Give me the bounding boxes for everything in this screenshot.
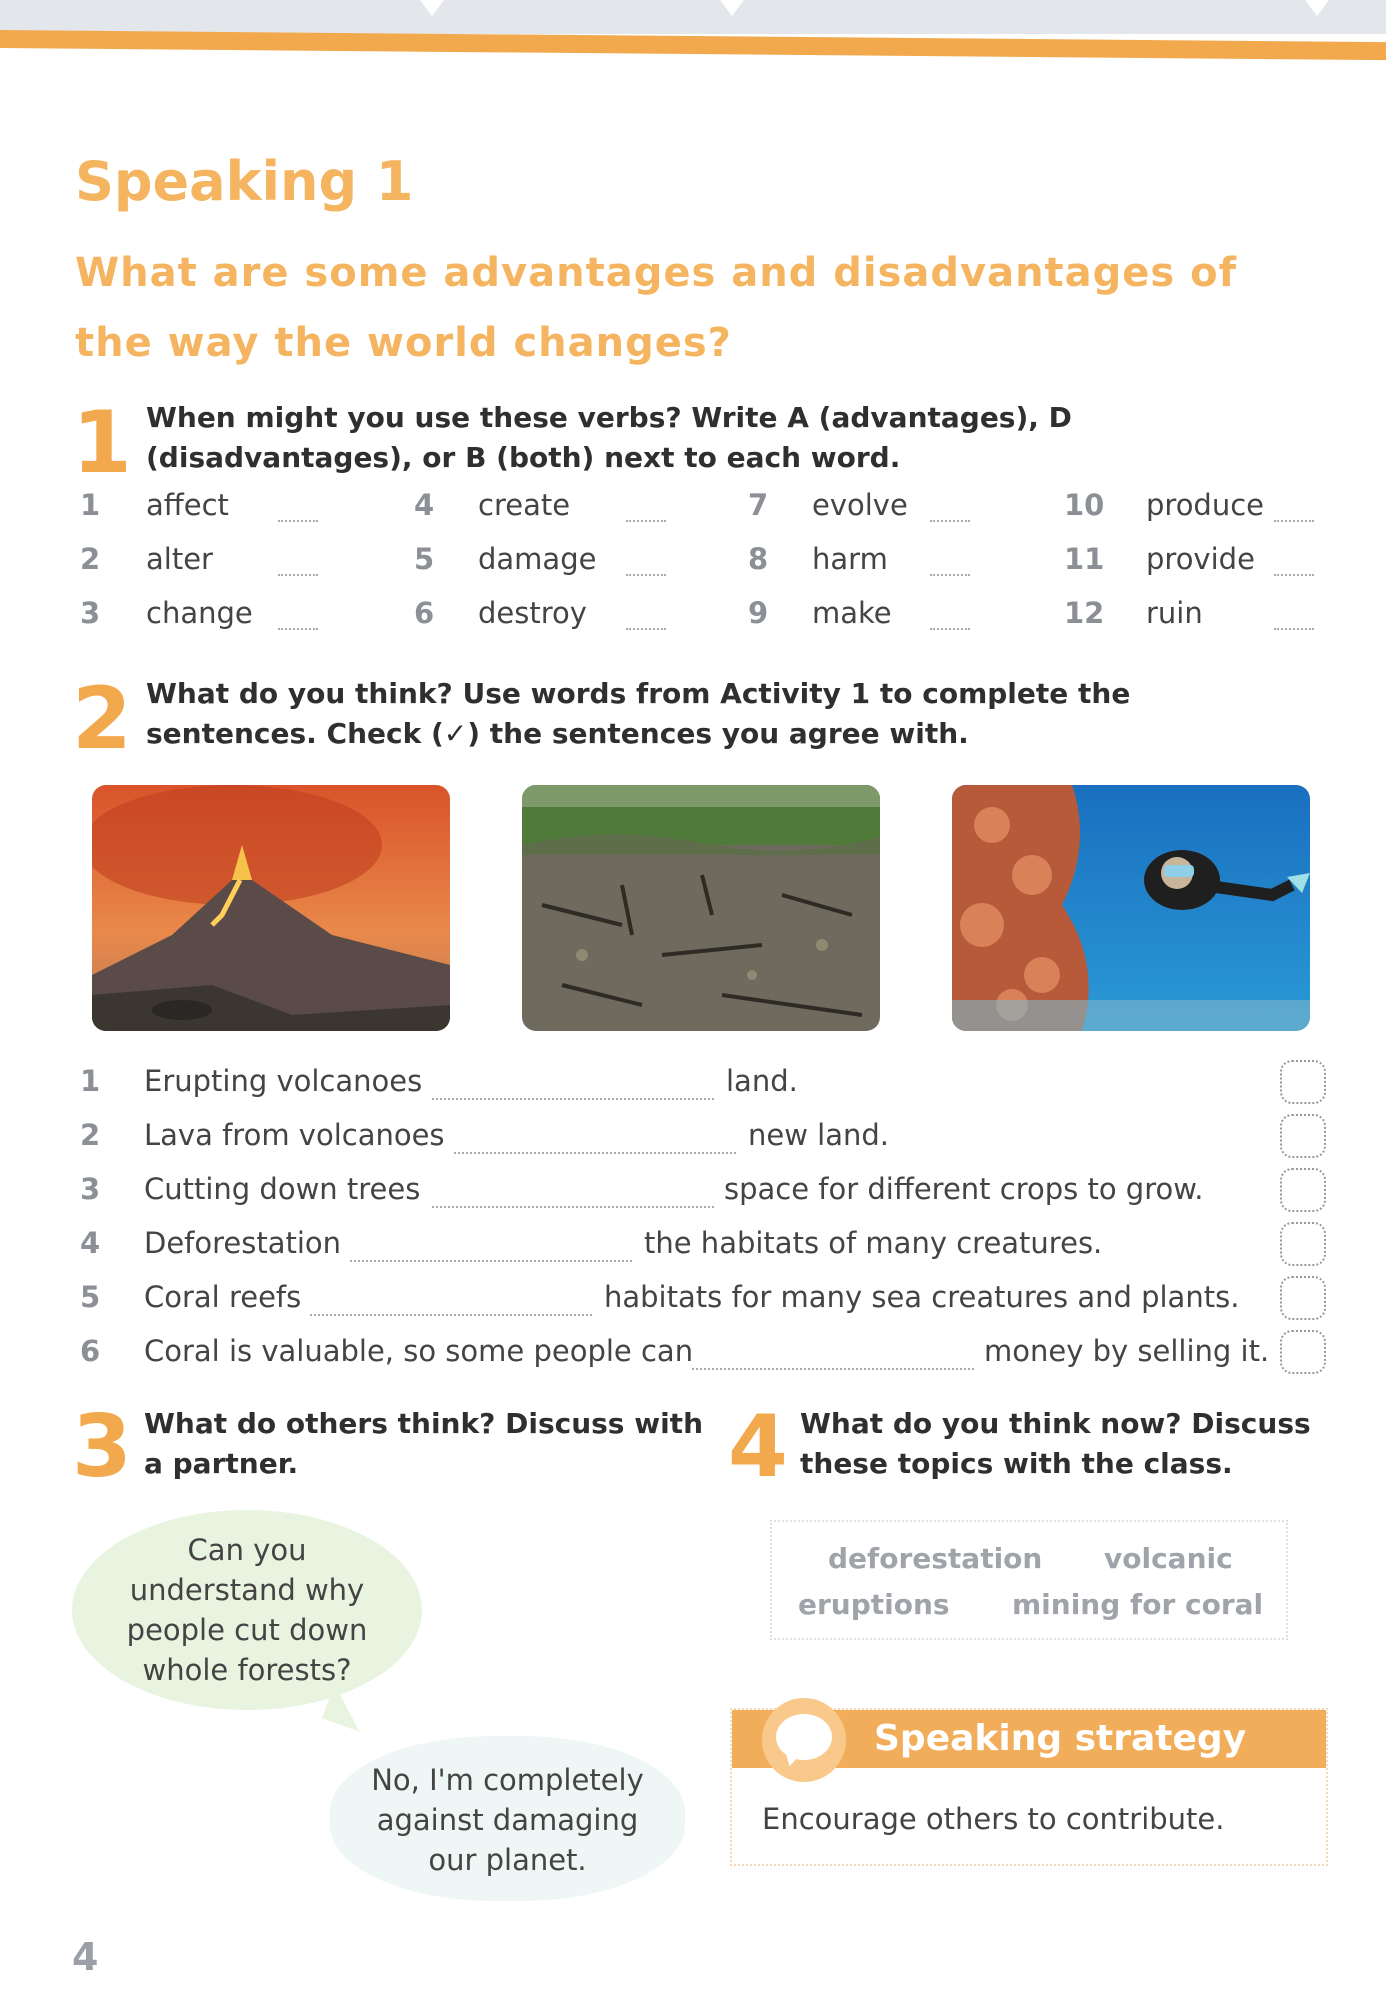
header-rule	[0, 30, 1386, 60]
activity-4-number: 4	[728, 1397, 788, 1497]
agree-checkbox[interactable]	[1280, 1168, 1326, 1212]
word-number: 1	[80, 488, 101, 522]
word-number: 6	[414, 596, 435, 630]
sentence-end: land.	[726, 1064, 798, 1098]
answer-blank[interactable]	[278, 574, 318, 576]
word-number: 5	[414, 542, 435, 576]
word-number: 10	[1064, 488, 1105, 522]
word-text: harm	[812, 542, 888, 576]
word-text: damage	[478, 542, 597, 576]
sentence-number: 1	[80, 1064, 101, 1098]
banner-notch	[720, 0, 744, 16]
answer-blank[interactable]	[930, 628, 970, 630]
topic-deforestation: deforestation	[828, 1542, 1043, 1575]
sentence-number: 6	[80, 1334, 101, 1368]
activity-4-instruction: What do you think now? Discuss these topics with the class.	[800, 1407, 1311, 1480]
agree-checkbox[interactable]	[1280, 1060, 1326, 1104]
bubble-line: our planet.	[428, 1843, 587, 1877]
sentence-row	[80, 1226, 1320, 1274]
speech-bubble-question	[72, 1510, 422, 1710]
sentence-number: 3	[80, 1172, 101, 1206]
activity-2-number: 2	[72, 669, 132, 769]
top-banner	[0, 0, 1386, 34]
agree-checkbox[interactable]	[1280, 1114, 1326, 1158]
speech-bubble-icon	[762, 1698, 846, 1782]
word-number: 2	[80, 542, 101, 576]
answer-blank[interactable]	[930, 574, 970, 576]
bubble-line: against damaging	[376, 1803, 639, 1837]
word-number: 12	[1064, 596, 1105, 630]
coral-reef-diver-photo	[952, 785, 1310, 1031]
bubble-line: understand why	[129, 1573, 365, 1607]
deforestation-illustration	[522, 785, 880, 1031]
answer-blank[interactable]	[432, 1206, 714, 1208]
sentence-row	[80, 1064, 1320, 1112]
strategy-title: Speaking strategy	[874, 1718, 1247, 1759]
sentence-row	[80, 1172, 1320, 1220]
word-text: make	[812, 596, 892, 630]
sentence-row	[80, 1334, 1320, 1382]
word-text: alter	[146, 542, 213, 576]
bubble-line: whole forests?	[142, 1653, 352, 1687]
discussion-topics-box	[770, 1520, 1288, 1640]
answer-blank[interactable]	[278, 520, 318, 522]
sentence-row	[80, 1280, 1320, 1328]
speech-bubble-answer	[330, 1736, 685, 1901]
agree-checkbox[interactable]	[1280, 1222, 1326, 1266]
word-number: 4	[414, 488, 435, 522]
sentence-number: 5	[80, 1280, 101, 1314]
banner-notch	[1305, 0, 1329, 16]
answer-blank[interactable]	[310, 1314, 592, 1316]
answer-blank[interactable]	[626, 520, 666, 522]
bubble-line: people cut down	[126, 1613, 368, 1647]
bubble-line: Can you	[187, 1533, 307, 1567]
activity-1-number: 1	[72, 393, 132, 493]
activity-3-instruction: What do others think? Discuss with a partner.	[144, 1407, 704, 1480]
answer-blank[interactable]	[1274, 520, 1314, 522]
answer-blank[interactable]	[930, 520, 970, 522]
answer-blank[interactable]	[1274, 628, 1314, 630]
word-text: destroy	[478, 596, 587, 630]
strategy-text: Encourage others to contribute.	[762, 1802, 1225, 1836]
sentence-end: money by selling it.	[984, 1334, 1270, 1368]
bubble-line: No, I'm completely	[371, 1763, 644, 1797]
word-text: provide	[1146, 542, 1255, 576]
strategy-header	[732, 1710, 1326, 1768]
bubble-tail	[322, 1684, 372, 1732]
agree-checkbox[interactable]	[1280, 1276, 1326, 1320]
sentence-start: Coral is valuable, so some people can	[144, 1334, 694, 1368]
activity-2-instruction: What do you think? Use words from Activity 1 to complete the sentences. Check (✓) the sentences you agree with.	[146, 677, 1131, 750]
word-number: 7	[748, 488, 769, 522]
banner-notch	[420, 0, 444, 16]
deforestation-photo	[522, 785, 880, 1031]
word-text: affect	[146, 488, 229, 522]
topic-eruptions: eruptions	[798, 1588, 950, 1621]
activity-3-number: 3	[72, 1397, 132, 1497]
speaking-strategy-box	[730, 1708, 1328, 1866]
word-text: create	[478, 488, 571, 522]
answer-blank[interactable]	[432, 1098, 714, 1100]
sentence-start: Lava from volcanoes	[144, 1118, 445, 1152]
lesson-question: What are some advantages and disadvantages of the way the world changes?	[75, 250, 1238, 366]
sentence-end: habitats for many sea creatures and plants.	[604, 1280, 1240, 1314]
page-title: Speaking 1	[75, 150, 414, 213]
volcano-photo	[92, 785, 450, 1031]
word-number: 9	[748, 596, 769, 630]
topic-mining-for-coral: mining for coral	[1012, 1588, 1264, 1621]
word-text: change	[146, 596, 253, 630]
page-number: 4	[72, 1935, 99, 1979]
sentence-number: 2	[80, 1118, 101, 1152]
word-number: 3	[80, 596, 101, 630]
word-text: evolve	[812, 488, 908, 522]
sentence-number: 4	[80, 1226, 101, 1260]
sentence-start: Cutting down trees	[144, 1172, 421, 1206]
sentence-end: space for different crops to grow.	[724, 1172, 1204, 1206]
sentence-row	[80, 1118, 1320, 1166]
sentence-start: Deforestation	[144, 1226, 342, 1260]
sentence-start: Erupting volcanoes	[144, 1064, 423, 1098]
coral-reef-illustration	[952, 785, 1310, 1031]
word-text: ruin	[1146, 596, 1203, 630]
word-number: 8	[748, 542, 769, 576]
sentence-start: Coral reefs	[144, 1280, 302, 1314]
answer-blank[interactable]	[278, 628, 318, 630]
volcano-illustration	[92, 785, 450, 1031]
answer-blank[interactable]	[626, 628, 666, 630]
answer-blank[interactable]	[1274, 574, 1314, 576]
activity-1-instruction: When might you use these verbs? Write A (advantages), D (disadvantages), or B (both) next to each word.	[146, 401, 1072, 474]
answer-blank[interactable]	[692, 1368, 974, 1370]
answer-blank[interactable]	[454, 1152, 736, 1154]
answer-blank[interactable]	[626, 574, 666, 576]
sentence-end: the habitats of many creatures.	[644, 1226, 1103, 1260]
word-text: produce	[1146, 488, 1265, 522]
topic-volcanic: volcanic	[1104, 1542, 1233, 1575]
sentence-end: new land.	[748, 1118, 889, 1152]
answer-blank[interactable]	[350, 1260, 632, 1262]
word-number: 11	[1064, 542, 1105, 576]
agree-checkbox[interactable]	[1280, 1330, 1326, 1374]
